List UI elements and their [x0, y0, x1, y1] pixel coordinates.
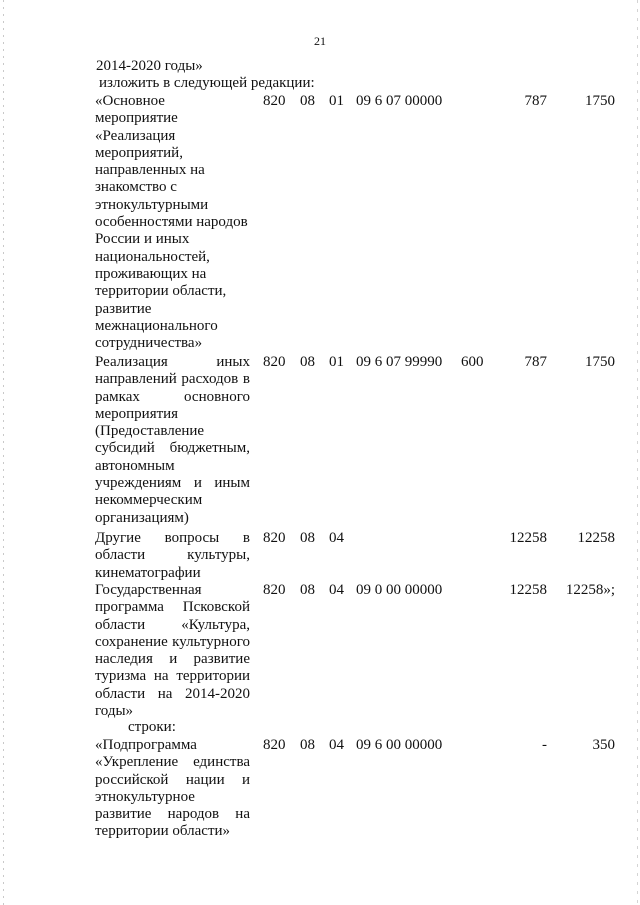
row-sum-2: 350 — [592, 737, 615, 753]
row-sum-2: 12258»; — [565, 582, 615, 598]
row-gl: 820 — [263, 530, 286, 546]
row-gl: 820 — [263, 354, 286, 370]
row-sum-1: 12258 — [509, 530, 547, 546]
row-sum-1: - — [542, 737, 547, 753]
row-rz: 08 — [300, 530, 315, 546]
sub-label: строки: — [128, 719, 176, 735]
row-name: Реализация иных направлений расходов в рамках основного мероприятия (Предоставление субсидий бюджетным, автономным учреждениям и иным некоммерческим организациям) — [95, 354, 250, 526]
row-pr: 04 — [329, 530, 344, 546]
row-sum-1: 787 — [524, 93, 547, 109]
row-csr: 09 6 07 00000 — [356, 93, 443, 109]
row-sum-2: 1750 — [585, 354, 615, 370]
row-pr: 01 — [329, 354, 344, 370]
row-pr: 01 — [329, 93, 344, 109]
row-gl: 820 — [263, 582, 286, 598]
page-number: 21 — [314, 34, 326, 48]
row-csr: 09 6 07 99990 — [356, 354, 443, 370]
row-pr: 04 — [329, 737, 344, 753]
row-rz: 08 — [300, 354, 315, 370]
row-vr: 600 — [461, 354, 484, 370]
row-sum-1: 787 — [524, 354, 547, 370]
row-name: «Основное мероприятие «Реализация мероприятий, направленных на знакомство с этнокультурными особенностями народов России и иных национальностей, проживающих на территории области, развитие межнационального сотрудничества» — [95, 93, 248, 352]
row-rz: 08 — [300, 93, 315, 109]
row-rz: 08 — [300, 582, 315, 598]
row-gl: 820 — [263, 737, 286, 753]
row-gl: 820 — [263, 93, 286, 109]
row-csr: 09 0 00 00000 — [356, 582, 443, 598]
row-name: Другие вопросы в области культуры, кинематографии — [95, 530, 250, 581]
scan-edge-left — [3, 0, 4, 905]
row-rz: 08 — [300, 737, 315, 753]
row-sum-2: 1750 — [585, 93, 615, 109]
row-csr: 09 6 00 00000 — [356, 737, 443, 753]
row-name: «Подпрограмма «Укрепление единства российской нации и этнокультурное развитие народов на территории области» — [95, 737, 250, 840]
scan-edge-right — [637, 0, 638, 905]
row-sum-2: 12258 — [577, 530, 615, 546]
row-sum-1: 12258 — [509, 582, 547, 598]
intro-line-2: изложить в следующей редакции: — [99, 75, 315, 91]
row-name: Государственная программа Псковской области «Культура, сохранение культурного наследия и развитие туризма на территории области на 2014-2020 годы» — [95, 582, 250, 720]
row-pr: 04 — [329, 582, 344, 598]
intro-line-1: 2014-2020 годы» — [96, 58, 203, 74]
